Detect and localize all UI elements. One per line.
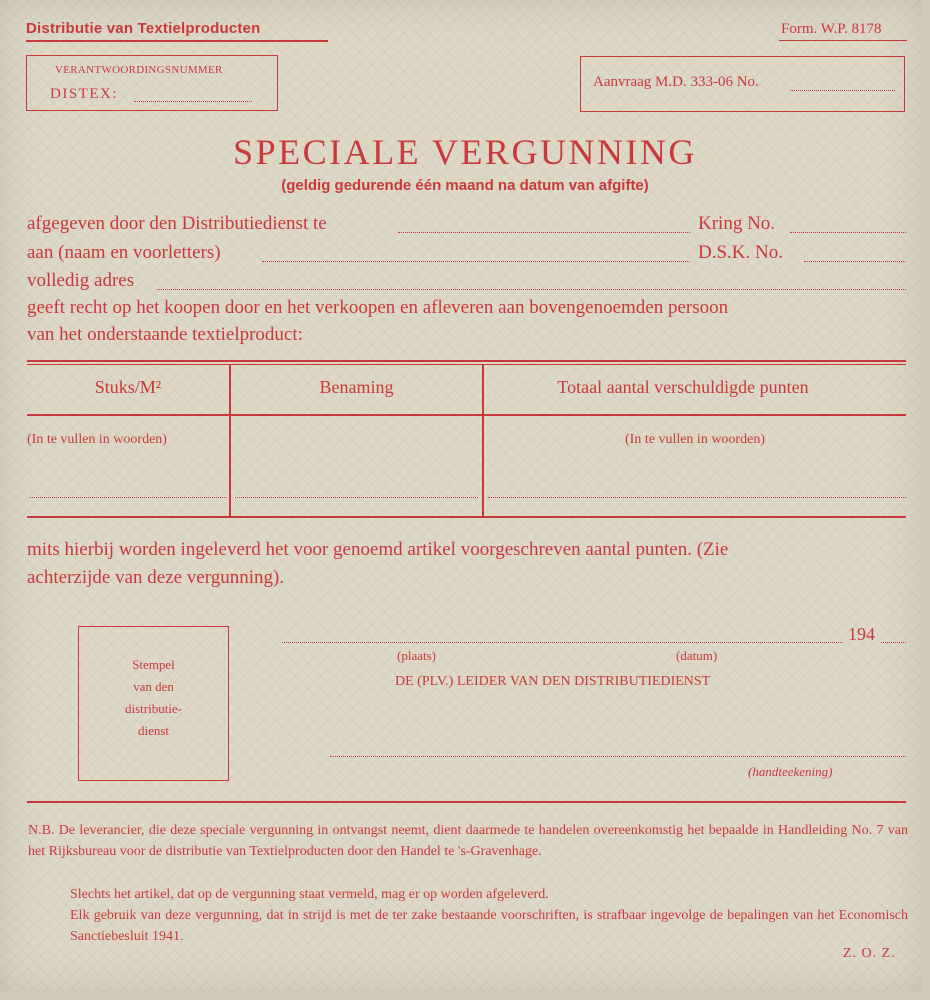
entitlement-text-line1: geeft recht op het koopen door en het verkoopen en afleveren aan bovengenoemden persoon xyxy=(27,297,729,318)
col-header-points: Totaal aantal verschuldigde punten xyxy=(557,377,809,397)
address-field[interactable] xyxy=(157,289,906,290)
address-label: volledig adres xyxy=(27,270,135,291)
quantity-input[interactable] xyxy=(30,497,227,498)
request-number-label: Aanvraag M.D. 333-06 No. xyxy=(593,74,759,90)
stamp-label-line1: Stempel xyxy=(132,657,175,672)
issued-by-field[interactable] xyxy=(398,232,690,233)
issued-by-label: afgegeven door den Distributiedienst te xyxy=(27,213,327,234)
name-label: aan (naam en voorletters) xyxy=(27,242,221,263)
form-number: Form. W.P. 8178 xyxy=(781,21,882,37)
stamp-label-line2: van den xyxy=(133,679,174,694)
year-prefix: 194 xyxy=(848,624,875,644)
table-top-rule xyxy=(27,360,906,362)
turn-over-mark: Z. O. Z. xyxy=(843,946,896,961)
leader-title: DE (PLV.) LEIDER VAN DEN DISTRIBUTIEDIENST xyxy=(395,674,711,689)
year-suffix-field[interactable] xyxy=(881,642,906,643)
distex-label: DISTEX: xyxy=(50,86,118,102)
page-title: SPECIALE VERGUNNING xyxy=(233,132,697,172)
kring-field[interactable] xyxy=(790,232,906,233)
condition-text-line2: achterzijde van deze vergunning). xyxy=(27,567,285,588)
place-date-field[interactable] xyxy=(282,642,843,643)
signature-caption: (handteekening) xyxy=(748,764,833,779)
header-title: Distributie van Textielproducten xyxy=(26,20,261,37)
stamp-label-line3: distributie- xyxy=(124,701,183,716)
reference-number-label: VERANTWOORDINGSNUMMER xyxy=(55,64,223,76)
note-article-only: Slechts het artikel, dat op de vergunning staat vermeld, mag er op worden afgeleverd. xyxy=(70,887,549,902)
form-number-underline xyxy=(779,40,907,41)
kring-label: Kring No. xyxy=(698,213,776,234)
note-penalty: Elk gebruik van deze vergunning, dat in strijd is met de ter zake bestaande voorschriften, is strafbaar ingevolge de bepalingen van het Economisch Sanctiebesluit 1941. xyxy=(70,908,908,944)
col-header-name: Benaming xyxy=(319,377,394,397)
col-note-quantity: (In te vullen in woorden) xyxy=(27,432,167,447)
stamp-label-line4: dienst xyxy=(137,723,170,738)
entitlement-text-line2: van het onderstaande textielproduct: xyxy=(27,324,303,345)
date-caption: (datum) xyxy=(676,648,718,663)
points-input[interactable] xyxy=(488,497,906,498)
distex-field[interactable] xyxy=(134,101,252,102)
header-underline xyxy=(26,40,328,42)
table-top-rule-inner xyxy=(27,364,906,365)
col-note-points: (In te vullen in woorden) xyxy=(625,432,765,447)
page-subtitle: (geldig gedurende één maand na datum van afgifte) xyxy=(281,177,649,194)
notes-divider xyxy=(27,801,906,803)
condition-text-line1: mits hierbij worden ingeleverd het voor genoemd artikel voorgeschreven aantal punten. (Zie xyxy=(27,539,729,560)
table-bottom-rule xyxy=(27,516,906,518)
name-field[interactable] xyxy=(262,261,690,262)
dsk-field[interactable] xyxy=(804,261,906,262)
dsk-label: D.S.K. No. xyxy=(698,242,783,263)
col-header-quantity: Stuks/M² xyxy=(94,377,162,397)
request-number-field[interactable] xyxy=(790,90,895,91)
note-supplier: N.B. De leverancier, die deze speciale vergunning in ontvangst neemt, dient daarmede te handelen overeenkomstig het bepaalde in Handleiding No. 7 van het Rijksbureau voor de distributie van Textielproducten door den Handel te 's-Gravenhage. xyxy=(28,823,908,859)
name-input[interactable] xyxy=(235,497,478,498)
table-header-rule xyxy=(27,414,906,416)
signature-field[interactable] xyxy=(330,756,906,757)
place-caption: (plaats) xyxy=(397,648,436,663)
